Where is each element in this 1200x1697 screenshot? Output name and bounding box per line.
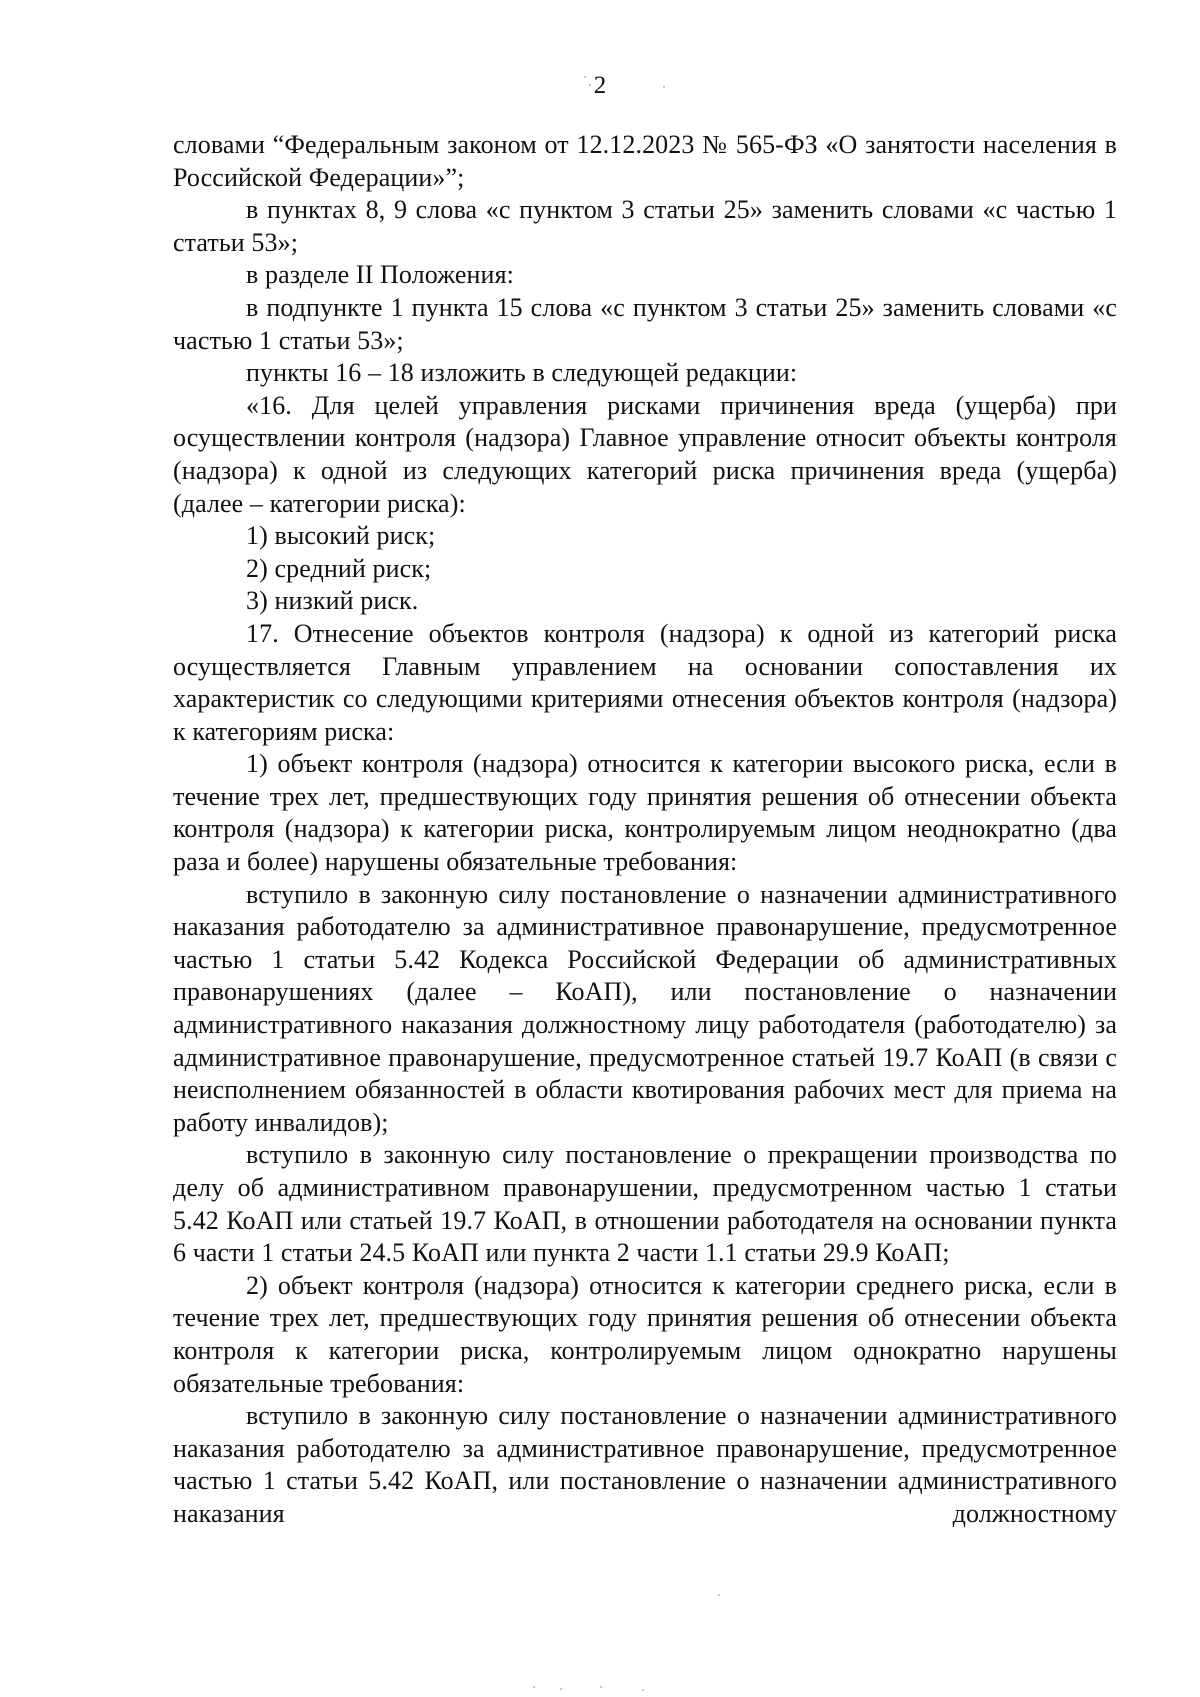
scan-speck — [533, 1686, 535, 1688]
paragraph-high-risk-decision: вступило в законную силу постановление о назначении административного наказания работодателю за административное правонарушение, предусмотренное частью 1 статьи 5.42 Кодекса Российской Федерации об административных правонарушениях (далее – КоАП), или постановление о назначении административного наказания должностному лицу работодателя (работодателю) за административное правонарушение, предусмотренное статьей 19.7 КоАП (в связи с неисполнением обязанностей в области квотирования рабочих мест для приема на работу инвалидов); — [173, 879, 1117, 1137]
scan-speck — [589, 84, 591, 86]
page-number: 2 — [593, 72, 607, 99]
paragraph-high-risk-criteria: 1) объект контроля (надзора) относится к категории высокого риска, если в течение трех лет, предшествующих году принятия решения об отнесении объекта контроля (надзора) к категории риска, контролируемым лицом неоднократно (два раза и более) нарушены обязательные требования: — [173, 749, 1117, 877]
paragraph-item-17: 17. Отнесение объектов контроля (надзора) к одной из категорий риска осуществляется Главным управлением на основании сопоставления их характеристик со следующими критериями отнесения объектов контроля (надзора) к категориям риска: — [173, 618, 1117, 746]
paragraph-amendment-wording: словами “Федеральным законом от 12.12.2023 № 565-ФЗ «О занятости населения в Российской Федерации»”; — [173, 130, 1117, 192]
scan-speck — [663, 86, 665, 88]
paragraph-items-16-18: пункты 16 – 18 изложить в следующей редакции: — [246, 358, 798, 388]
paragraph-items-8-9: в пунктах 8, 9 слова «с пунктом 3 статьи 25» заменить словами «с частью 1 статьи 53»; — [173, 195, 1117, 257]
scan-speck — [584, 76, 586, 78]
list-item-medium-risk: 2) средний риск; — [246, 553, 432, 583]
list-item-low-risk: 3) низкий риск. — [246, 586, 419, 616]
paragraph-medium-risk-decision: вступило в законную силу постановление о назначении административного наказания работодателю за административное правонарушение, предусмотренное частью 1 статьи 5.42 КоАП, или постановление о назначении административного наказания должностному — [173, 1401, 1117, 1528]
scan-speck — [560, 1688, 562, 1690]
paragraph-section-ii: в разделе II Положения: — [246, 260, 514, 290]
document-body — [173, 129, 1117, 1531]
scan-speck — [600, 1686, 602, 1688]
paragraph-subitem-1-item-15: в подпункте 1 пункта 15 слова «с пунктом 3 статьи 25» заменить словами «с частью 1 статьи 53»; — [173, 292, 1117, 355]
scan-speck — [642, 1689, 644, 1691]
list-item-high-risk: 1) высокий риск; — [246, 521, 436, 551]
scan-speck — [718, 1594, 720, 1596]
paragraph-item-16: «16. Для целей управления рисками причинения вреда (ущерба) при осуществлении контроля (надзора) Главное управление относит объекты контроля (надзора) к одной из следующих категорий риска причинения вреда (ущерба) (далее – категории риска): — [173, 390, 1117, 518]
paragraph-high-risk-termination: вступило в законную силу постановление о прекращении производства по делу об административном правонарушении, предусмотренном частью 1 статьи 5.42 КоАП или статьей 19.7 КоАП, в отношении работодателя на основании пункта 6 части 1 статьи 24.5 КоАП или пункта 2 части 1.1 статьи 29.9 КоАП; — [173, 1140, 1117, 1268]
paragraph-medium-risk-criteria: 2) объект контроля (надзора) относится к категории среднего риска, если в течение трех лет, предшествующих году принятия решения об отнесении объекта контроля к категории риска, контролируемым лицом однократно нарушены обязательные требования: — [173, 1270, 1117, 1398]
